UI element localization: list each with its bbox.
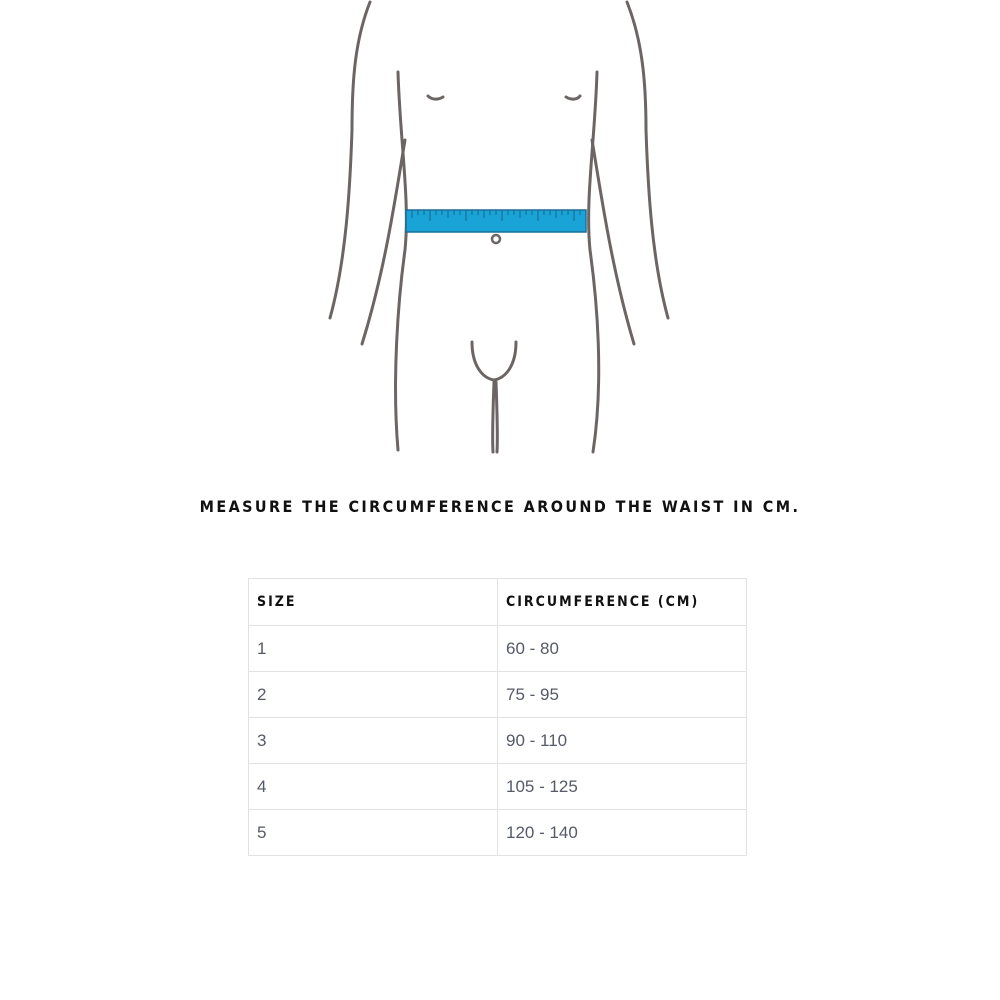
table-row	[249, 810, 747, 856]
circumference-cell: 75 - 95	[498, 672, 747, 718]
circumference-cell: 105 - 125	[498, 764, 747, 810]
table-row	[249, 764, 747, 810]
size-cell: 2	[249, 672, 498, 718]
table-row	[249, 626, 747, 672]
measuring-tape	[406, 210, 586, 232]
size-cell: 1	[249, 626, 498, 672]
size-chart-table	[248, 578, 747, 856]
column-header-circumference: CIRCUMFERENCE (CM)	[498, 579, 747, 626]
circumference-cell: 90 - 110	[498, 718, 747, 764]
table-header-row	[249, 579, 747, 626]
column-header-size: SIZE	[249, 579, 498, 626]
table-row	[249, 672, 747, 718]
circumference-cell: 120 - 140	[498, 810, 747, 856]
body-measurement-illustration	[0, 0, 1000, 470]
size-cell: 3	[249, 718, 498, 764]
measurement-instruction: MEASURE THE CIRCUMFERENCE AROUND THE WAIST IN CM.	[199, 497, 801, 516]
table-row	[249, 718, 747, 764]
size-cell: 4	[249, 764, 498, 810]
circumference-cell: 60 - 80	[498, 626, 747, 672]
size-cell: 5	[249, 810, 498, 856]
